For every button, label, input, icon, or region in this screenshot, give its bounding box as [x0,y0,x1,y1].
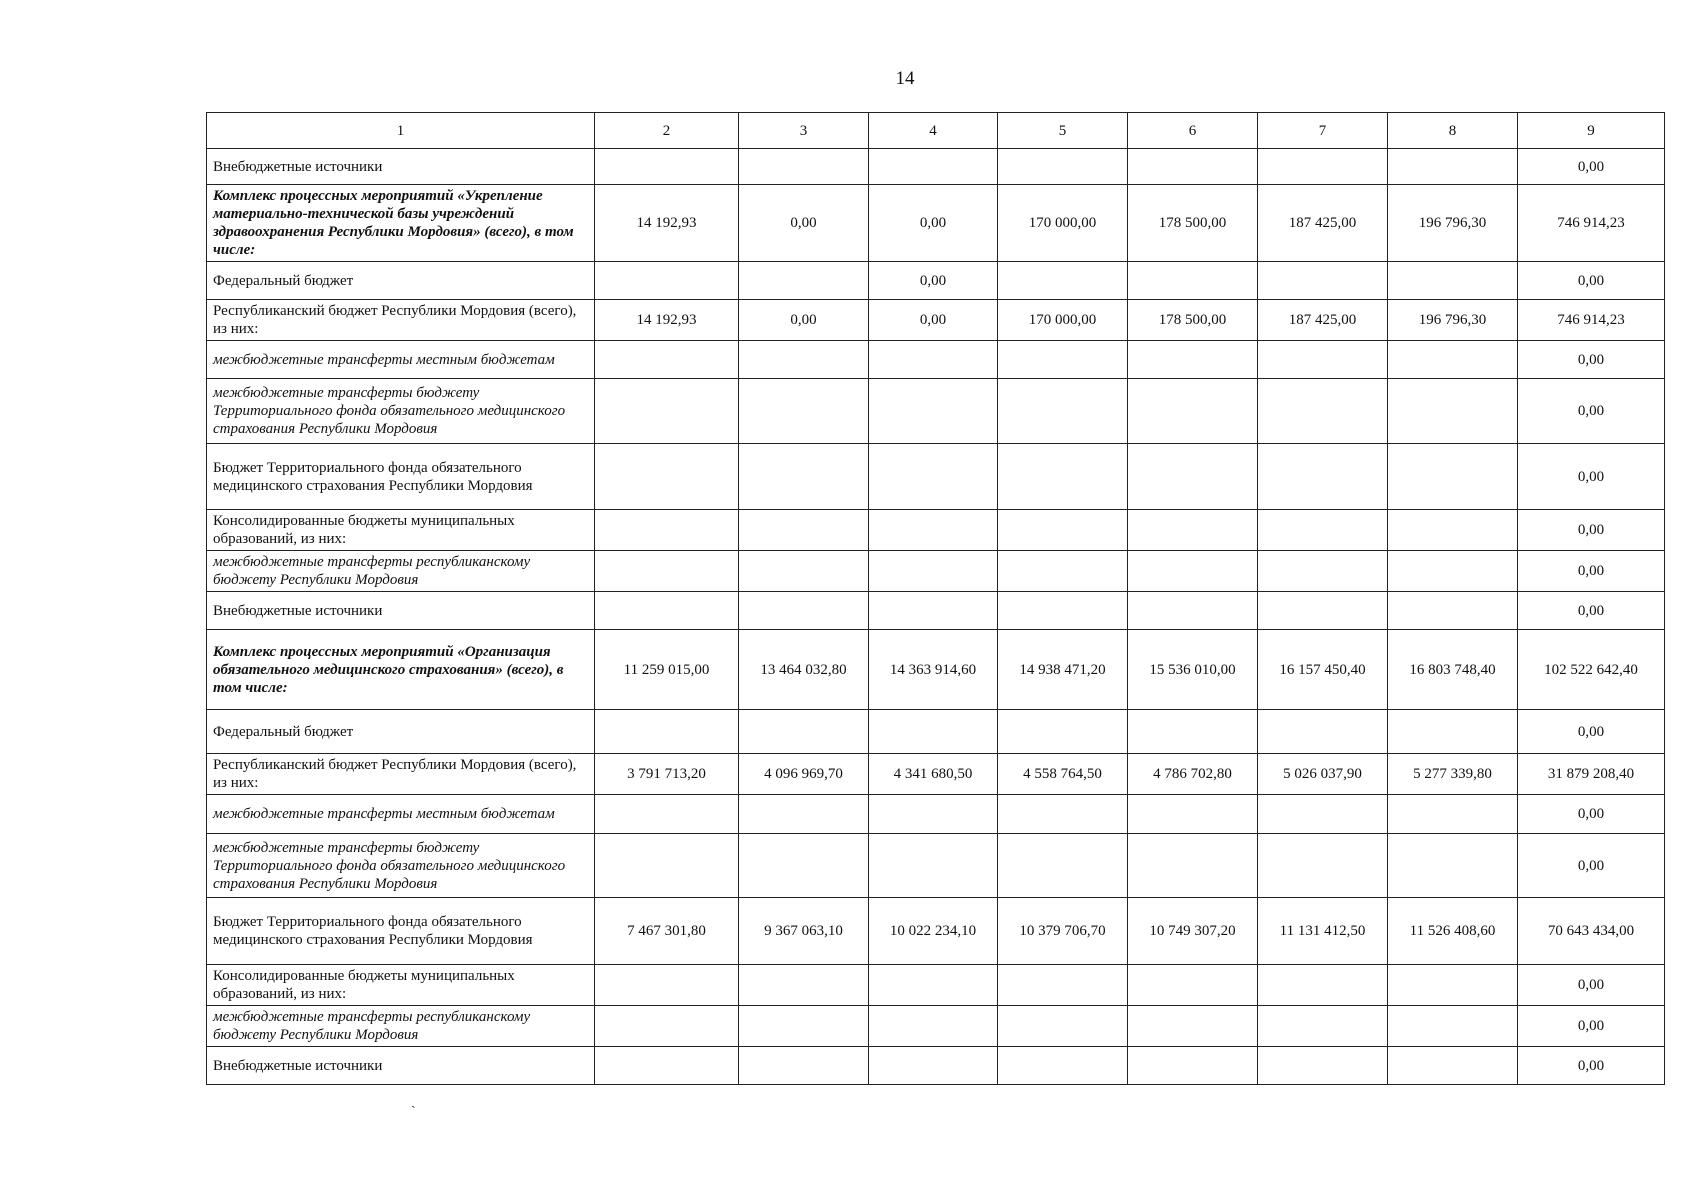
value-cell [1388,1047,1518,1085]
value-cell [739,834,869,898]
column-header: 7 [1258,113,1388,149]
value-cell [739,710,869,754]
value-cell [998,379,1128,444]
value-cell [1258,444,1388,510]
row-label: межбюджетные трансферты бюджету Территориального фонда обязательного медицинского страхования Республики Мордовия [207,379,595,444]
value-cell [1258,341,1388,379]
value-cell [998,510,1128,551]
value-cell: 14 192,93 [595,300,739,341]
value-cell [869,379,998,444]
table-row [207,379,1665,444]
value-cell: 0,00 [1518,379,1665,444]
value-cell [595,592,739,630]
value-cell [739,795,869,834]
value-cell: 10 022 234,10 [869,898,998,965]
row-label: Консолидированные бюджеты муниципальных образований, из них: [207,965,595,1006]
table-row [207,341,1665,379]
value-cell [1388,965,1518,1006]
row-label: межбюджетные трансферты республиканскому бюджету Республики Мордовия [207,1006,595,1047]
column-header: 9 [1518,113,1665,149]
page-number: 14 [895,68,915,89]
value-cell [1388,592,1518,630]
value-cell: 10 379 706,70 [998,898,1128,965]
value-cell: 0,00 [869,300,998,341]
value-cell: 4 786 702,80 [1128,754,1258,795]
value-cell [1258,379,1388,444]
row-label: межбюджетные трансферты местным бюджетам [207,795,595,834]
value-cell [595,551,739,592]
value-cell [1128,795,1258,834]
value-cell [1128,379,1258,444]
value-cell: 0,00 [1518,834,1665,898]
column-header: 1 [207,113,595,149]
row-label: Внебюджетные источники [207,149,595,185]
value-cell [595,341,739,379]
value-cell: 11 131 412,50 [1258,898,1388,965]
value-cell [869,551,998,592]
value-cell [595,510,739,551]
value-cell: 13 464 032,80 [739,630,869,710]
value-cell: 31 879 208,40 [1518,754,1665,795]
value-cell [739,510,869,551]
row-label: Бюджет Территориального фонда обязательного медицинского страхования Республики Мордовия [207,898,595,965]
table-row [207,510,1665,551]
value-cell: 0,00 [1518,341,1665,379]
value-cell [869,710,998,754]
value-cell [1388,510,1518,551]
row-label: Внебюджетные источники [207,1047,595,1085]
value-cell [998,341,1128,379]
value-cell [1388,444,1518,510]
value-cell [1128,341,1258,379]
value-cell [1258,551,1388,592]
value-cell [1128,262,1258,300]
column-header: 5 [998,113,1128,149]
value-cell [1258,710,1388,754]
value-cell [1388,1006,1518,1047]
value-cell [739,1006,869,1047]
table-row [207,444,1665,510]
row-label: Республиканский бюджет Республики Мордовия (всего), из них: [207,754,595,795]
value-cell: 15 536 010,00 [1128,630,1258,710]
value-cell [998,149,1128,185]
value-cell [1388,834,1518,898]
value-cell: 0,00 [869,262,998,300]
value-cell: 0,00 [869,185,998,262]
value-cell [998,834,1128,898]
table-row [207,1006,1665,1047]
value-cell [595,1006,739,1047]
value-cell: 11 259 015,00 [595,630,739,710]
table-row [207,965,1665,1006]
value-cell [869,341,998,379]
table-row [207,630,1665,710]
table-row [207,262,1665,300]
value-cell: 170 000,00 [998,300,1128,341]
value-cell [1388,262,1518,300]
value-cell [739,262,869,300]
value-cell: 196 796,30 [1388,300,1518,341]
value-cell [595,149,739,185]
value-cell [869,592,998,630]
value-cell [1128,592,1258,630]
value-cell [869,1006,998,1047]
value-cell: 746 914,23 [1518,185,1665,262]
value-cell: 0,00 [1518,262,1665,300]
table-row [207,1047,1665,1085]
table-row [207,592,1665,630]
table-row [207,710,1665,754]
value-cell: 16 157 450,40 [1258,630,1388,710]
value-cell: 0,00 [1518,510,1665,551]
value-cell [739,1047,869,1085]
table-row [207,754,1665,795]
value-cell [1258,592,1388,630]
value-cell [998,262,1128,300]
column-header: 8 [1388,113,1518,149]
value-cell: 16 803 748,40 [1388,630,1518,710]
value-cell [739,592,869,630]
value-cell [595,379,739,444]
table-row [207,300,1665,341]
row-label: Комплекс процессных мероприятий «Укрепление материально-технической базы учреждений здравоохранения Республики Мордовия» (всего), в том числе: [207,185,595,262]
value-cell [1388,795,1518,834]
value-cell: 0,00 [739,300,869,341]
value-cell [998,444,1128,510]
value-cell: 10 749 307,20 [1128,898,1258,965]
row-label: Федеральный бюджет [207,710,595,754]
value-cell: 7 467 301,80 [595,898,739,965]
value-cell: 0,00 [1518,149,1665,185]
value-cell: 3 791 713,20 [595,754,739,795]
value-cell: 5 277 339,80 [1388,754,1518,795]
value-cell [1258,149,1388,185]
value-cell [998,795,1128,834]
table-row [207,149,1665,185]
value-cell: 9 367 063,10 [739,898,869,965]
value-cell [1388,551,1518,592]
scan-dot: ˏ [411,1094,416,1109]
value-cell [595,834,739,898]
value-cell: 0,00 [1518,965,1665,1006]
value-cell: 0,00 [739,185,869,262]
value-cell [1128,1047,1258,1085]
value-cell [739,444,869,510]
value-cell [595,1047,739,1085]
value-cell [595,795,739,834]
row-label: межбюджетные трансферты местным бюджетам [207,341,595,379]
value-cell [1128,551,1258,592]
value-cell [998,1047,1128,1085]
table-row [207,898,1665,965]
value-cell [739,551,869,592]
row-label: Республиканский бюджет Республики Мордовия (всего), из них: [207,300,595,341]
value-cell [595,444,739,510]
value-cell: 14 938 471,20 [998,630,1128,710]
value-cell: 187 425,00 [1258,185,1388,262]
table-row [207,551,1665,592]
value-cell [1128,444,1258,510]
value-cell: 4 096 969,70 [739,754,869,795]
budget-table [206,112,1665,1085]
value-cell [869,965,998,1006]
table-row [207,185,1665,262]
value-cell [1128,834,1258,898]
value-cell [595,262,739,300]
header-row [207,113,1665,149]
value-cell: 5 026 037,90 [1258,754,1388,795]
row-label: межбюджетные трансферты бюджету Территориального фонда обязательного медицинского страхования Республики Мордовия [207,834,595,898]
table-row [207,834,1665,898]
row-label: межбюджетные трансферты республиканскому бюджету Республики Мордовия [207,551,595,592]
value-cell: 0,00 [1518,795,1665,834]
value-cell [739,149,869,185]
column-header: 6 [1128,113,1258,149]
value-cell [1128,965,1258,1006]
value-cell: 70 643 434,00 [1518,898,1665,965]
value-cell [869,510,998,551]
value-cell [1258,262,1388,300]
value-cell: 14 363 914,60 [869,630,998,710]
value-cell [869,1047,998,1085]
value-cell [1388,379,1518,444]
value-cell: 4 558 764,50 [998,754,1128,795]
column-header: 4 [869,113,998,149]
table-body [207,149,1665,1085]
value-cell [1258,834,1388,898]
value-cell: 746 914,23 [1518,300,1665,341]
column-header: 3 [739,113,869,149]
value-cell: 4 341 680,50 [869,754,998,795]
value-cell [1128,510,1258,551]
column-header: 2 [595,113,739,149]
row-label: Бюджет Территориального фонда обязательного медицинского страхования Республики Мордовия [207,444,595,510]
row-label: Комплекс процессных мероприятий «Организация обязательного медицинского страхования» (всего), в том числе: [207,630,595,710]
value-cell [998,710,1128,754]
value-cell: 0,00 [1518,592,1665,630]
value-cell [1258,965,1388,1006]
value-cell [1128,710,1258,754]
value-cell: 196 796,30 [1388,185,1518,262]
value-cell: 170 000,00 [998,185,1128,262]
value-cell [595,710,739,754]
value-cell: 0,00 [1518,710,1665,754]
value-cell: 178 500,00 [1128,300,1258,341]
value-cell [1128,1006,1258,1047]
value-cell: 0,00 [1518,1047,1665,1085]
value-cell [869,834,998,898]
value-cell [1258,795,1388,834]
value-cell [1258,1047,1388,1085]
value-cell [1128,149,1258,185]
value-cell: 11 526 408,60 [1388,898,1518,965]
value-cell: 14 192,93 [595,185,739,262]
value-cell: 0,00 [1518,444,1665,510]
table-row [207,795,1665,834]
value-cell [998,551,1128,592]
row-label: Внебюджетные источники [207,592,595,630]
row-label: Консолидированные бюджеты муниципальных образований, из них: [207,510,595,551]
value-cell [1388,149,1518,185]
value-cell [739,341,869,379]
value-cell [1258,1006,1388,1047]
value-cell: 0,00 [1518,1006,1665,1047]
value-cell [998,965,1128,1006]
value-cell: 0,00 [1518,551,1665,592]
value-cell [1258,510,1388,551]
value-cell [1388,341,1518,379]
value-cell [869,444,998,510]
value-cell: 102 522 642,40 [1518,630,1665,710]
value-cell: 178 500,00 [1128,185,1258,262]
value-cell [998,592,1128,630]
value-cell [869,795,998,834]
value-cell [739,965,869,1006]
value-cell [1388,710,1518,754]
value-cell [869,149,998,185]
row-label: Федеральный бюджет [207,262,595,300]
value-cell [739,379,869,444]
value-cell [595,965,739,1006]
value-cell [998,1006,1128,1047]
value-cell: 187 425,00 [1258,300,1388,341]
